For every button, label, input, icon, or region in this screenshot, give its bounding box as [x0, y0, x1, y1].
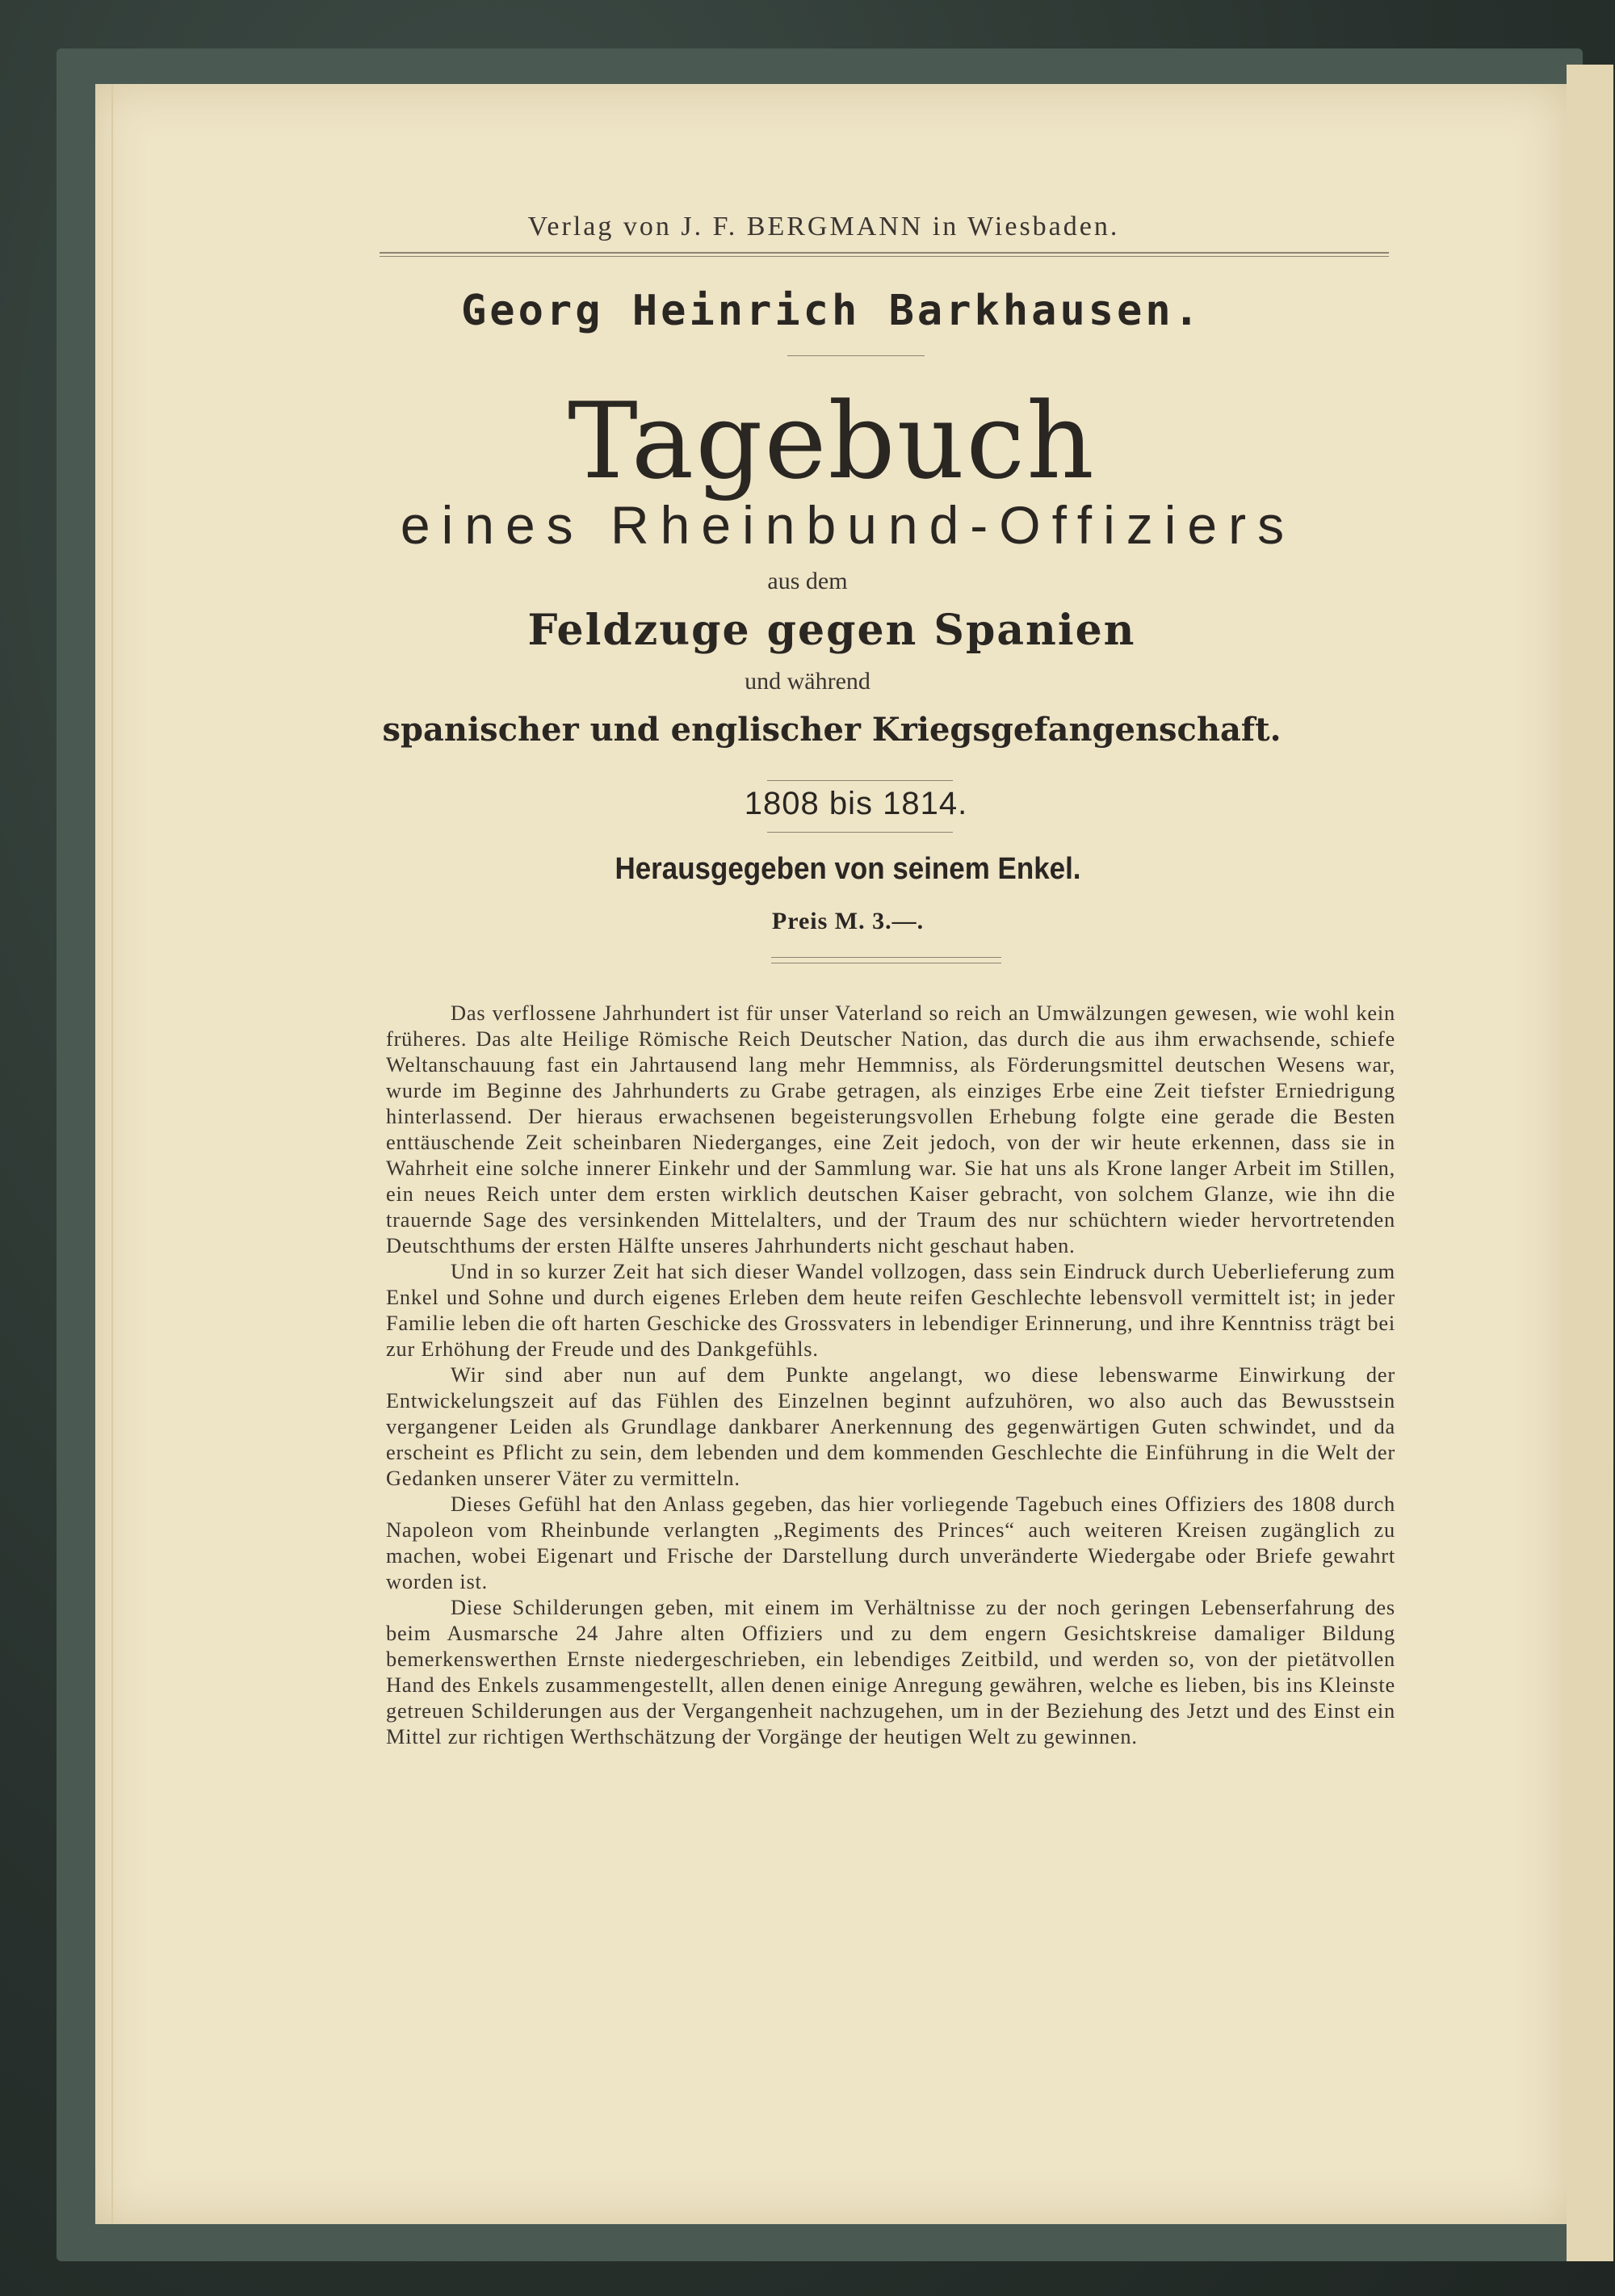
description-text: [386, 1000, 1395, 1749]
book-subtitle: eines Rheinbund-Offiziers: [400, 495, 1296, 555]
page-margin-line: [111, 84, 113, 2224]
year-range: 1808 bis 1814.: [744, 786, 968, 821]
paragraph: Dieses Gefühl hat den Anlass gegeben, das hier vorliegende Tagebuch eines Offiziers des 1808 durch Napoleon vom Rheinbunde verlangten „Regiments des Princes“ auch weiteren Kreisen zugänglich zu machen, wobei Eigenart und Frische der Darstellung durch unveränderte Wiedergabe oder Briefe gewahrt worden ist.: [386, 1492, 1395, 1593]
captivity-heading: spanischer und englischer Kriegsgefangenschaft.: [382, 711, 1282, 749]
editor-line: Herausgegeben von seinem Enkel.: [615, 852, 1081, 886]
paragraph: Und in so kurzer Zeit hat sich dieser Wandel vollzogen, dass sein Eindruck durch Ueberlieferung zum Enkel und Sohne und durch eigenes Erleben dem heute reifen Geschlechte lebensvoll vermittelt ist; in jeder Familie leben die oft harten Geschicke des Grossvaters in lebendiger Erinnerung, und ihre Kenntniss trägt bei zur Erhöhung der Freude und des Dankgefühls.: [386, 1259, 1395, 1361]
divider: [767, 832, 953, 833]
book-title: Tagebuch: [568, 380, 1096, 502]
campaign-heading: Feldzuge gegen Spanien: [527, 606, 1136, 655]
connector-text: aus dem: [767, 568, 848, 594]
paragraph: Diese Schilderungen geben, mit einem im Verhältnisse zu der noch geringen Lebenserfahrung des beim Ausmarsche 24 Jahre alten Offiziers und zu dem engern Gesichtskreise damaliger Bildung bemerkenswerthen Ernste niedergeschrieben, ein lebendiges Zeitbild, und werden so, von der pietätvollen Hand des Enkels zusammengestellt, allen denen einige Anregung gewähren, welche es lieben, bis ins Kleinste getreuen Schilderungen aus der Vergangenheit nachzugehen, um in der Beziehung des Jetzt und des Einst ein Mittel zur richtigen Werthschätzung der Vorgänge der heutigen Welt zu gewinnen.: [386, 1595, 1395, 1748]
publisher-line: Verlag von J. F. BERGMANN in Wiesbaden.: [527, 212, 1120, 241]
publisher-rule: [380, 252, 1389, 257]
paragraph: Das verflossene Jahrhundert ist für unser Vaterland so reich an Umwälzungen gewesen, wie wohl kein früheres. Das alte Heilige Römische Reich Deutscher Nation, das durch die aus ihm erwachsende, schiefe Weltanschauung fast ein Jahrtausend lang mehr Hemmniss, als Förderungsmittel deutschen Wesens war, wurde im Beginne des Jahrhunderts zu Grabe getragen, als einziges Erbe eine Zeit tiefster Erniedrigung hinterlassend. Der hieraus erwachsenen begeisterungsvollen Erhebung folgte eine gerade die Besten enttäuschende Zeit scheinbaren Niederganges, eine Zeit jedoch, von der wir heute erkennen, dass sie in Wahrheit eine solche innerer Einkehr und der Sammlung war. Sie hat uns als Krone langer Arbeit im Stillen, ein neues Reich unter dem ersten wirklich deutschen Kaiser gebracht, von solchem Glanze, wie ihn die trauernde Sage des versinkenden Mittelalters, und der Traum des nur schüchtern wieder hervortretenden Deutschthums der ersten Hälfte unseres Jahrhunderts nicht geschaut haben.: [386, 1001, 1395, 1257]
double-divider: [771, 957, 1001, 963]
connector-text: und während: [745, 668, 870, 695]
price-line: Preis M. 3.—.: [771, 908, 925, 934]
divider: [767, 780, 953, 781]
paragraph: Wir sind aber nun auf dem Punkte angelangt, wo diese lebenswarme Einwirkung der Entwickelungszeit auf das Fühlen des Einzelnen beginnt aufzuhören, wo also auch das Bewusstsein vergangener Leiden als Grundlage dankbarer Anerkennung des gegenwärtigen Guten schwindet, und da erscheint es Pflicht zu sein, dem lebenden und dem kommenden Geschlechte die Einführung in die Welt der Gedanken unserer Väter zu vermitteln.: [386, 1362, 1395, 1490]
divider: [787, 355, 925, 356]
adjacent-page-edge: [1567, 65, 1613, 2261]
author-name: Georg Heinrich Barkhausen.: [461, 287, 1202, 335]
